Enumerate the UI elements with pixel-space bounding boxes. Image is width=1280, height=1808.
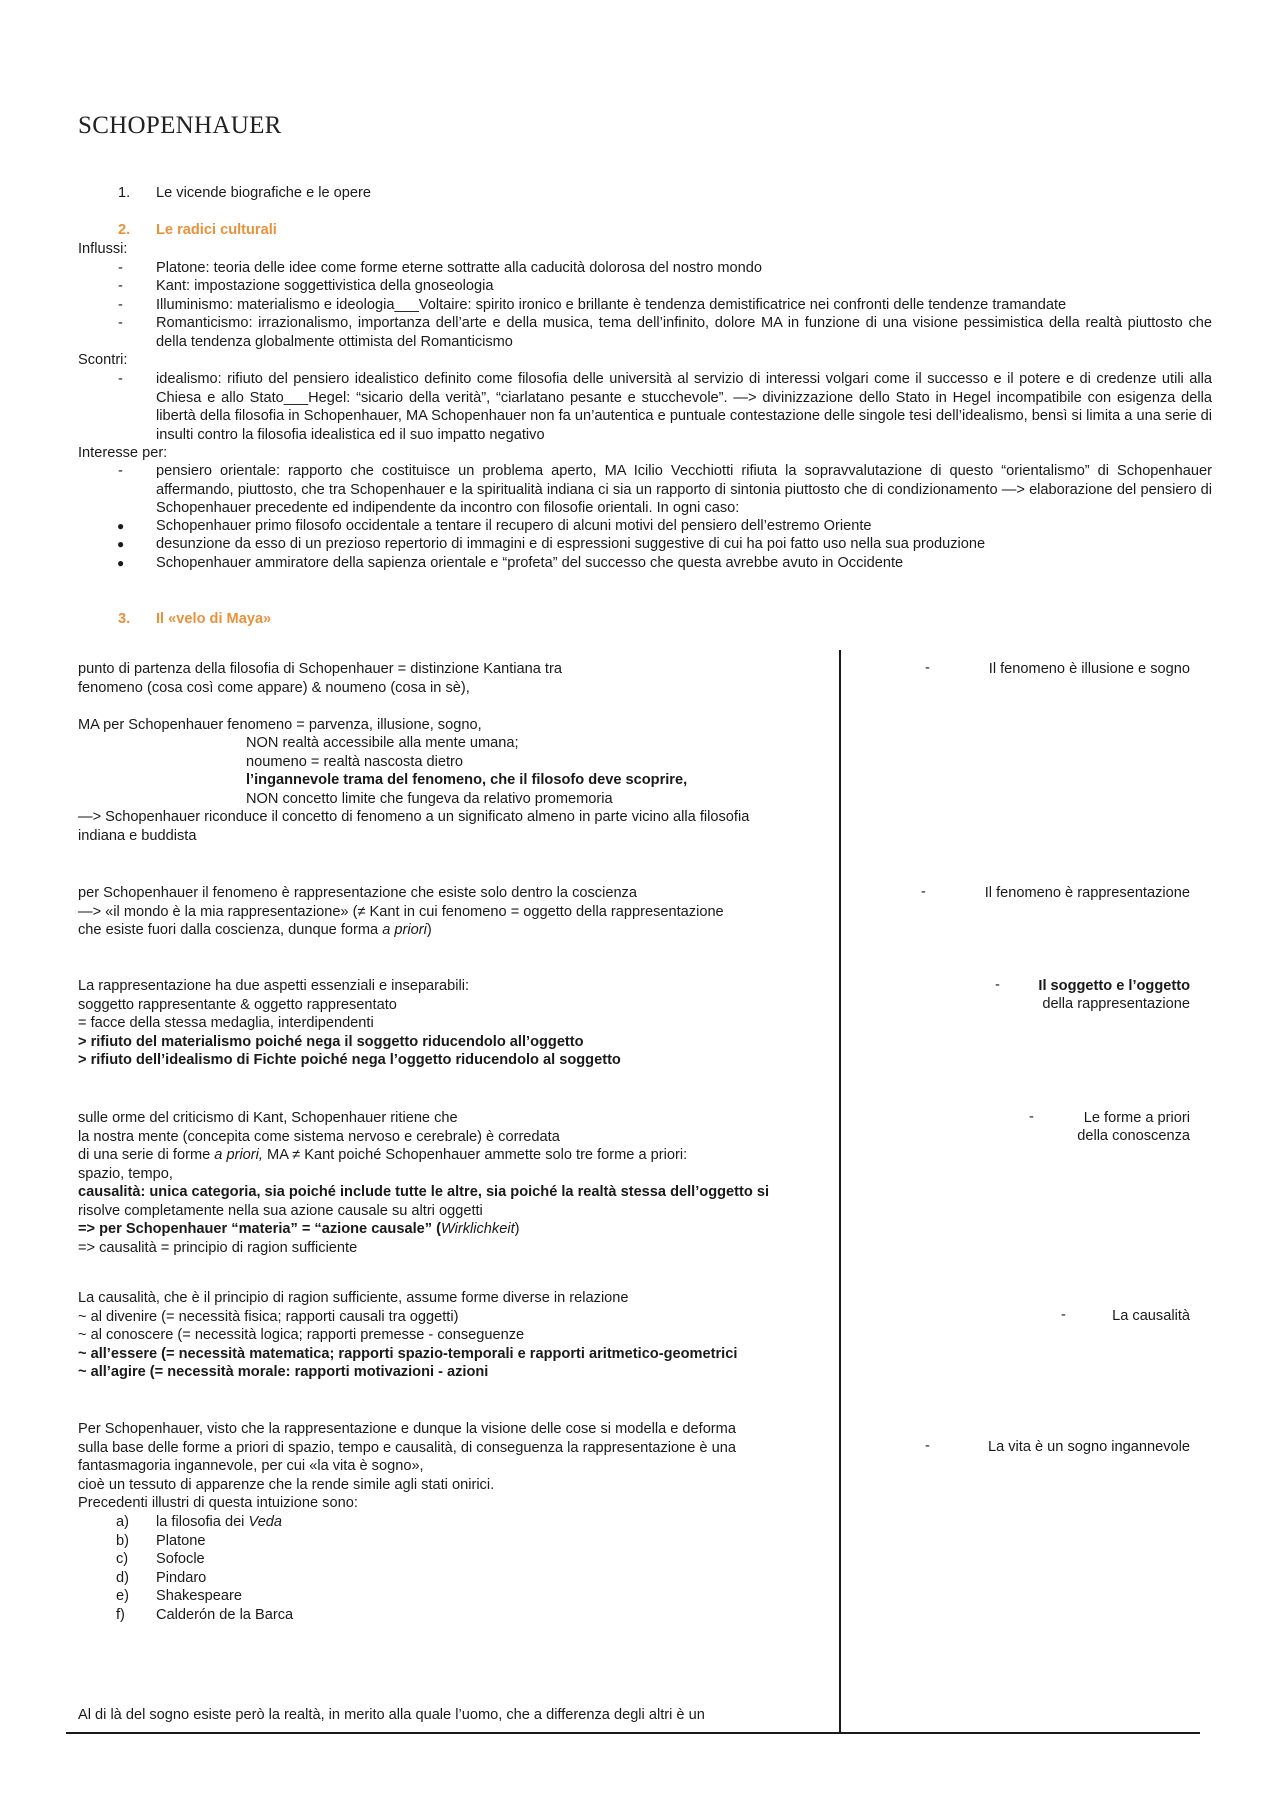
block-causalita (78, 1289, 828, 1382)
text-line: > rifiuto del materialismo poiché nega il soggetto riducendolo all’oggetto (78, 1033, 584, 1050)
text-line: risolve completamente nella sua azione causale su altri oggetti (78, 1202, 483, 1219)
side-note: Il fenomeno è illusione e sogno (988, 661, 1190, 677)
list-item: la filosofia dei (156, 1514, 245, 1530)
block-forme-a-priori (78, 1109, 828, 1257)
text-line: > rifiuto dell’idealismo di Fichte poiché nega l’oggetto riducendolo al soggetto (78, 1052, 621, 1068)
text-line: sulla base delle forme a priori di spazio, tempo e causalità, di conseguenza la rappresentazione è una (78, 1439, 736, 1456)
page-title: SCHOPENHAUER (78, 112, 282, 139)
text-line: NON concetto limite che fungeva da relativo promemoria (246, 790, 613, 807)
list-item: Pindaro (156, 1569, 207, 1586)
text-line: di una serie di forme (78, 1147, 211, 1163)
text-italic: a priori, (214, 1147, 263, 1163)
scontri-item: idealismo: rifiuto del pensiero idealistico definito come filosofia delle università al servizio di interessi volgari come il successo e il potere e di credenze utili alla Chiesa e allo Stato___Hegel: “sicario della verità”, “ciarlatano pesante e stucchevole”. —> divinizzazione dello Stato in Hegel incompatibile con esigenza della libertà della filosofia in Schopenhauer, MA Schopenhauer non fa un’autentica e puntuale contestazione delle singole tesi dell’idealismo, bensì si limita a una serie di insulti contro la filosofia idealistica ed il suo impatto negativo (156, 371, 1212, 443)
text-line: ~ al conoscere (= necessità logica; rapporti premesse - conseguenze (78, 1327, 525, 1343)
list-item: Calderón de la Barca (156, 1606, 294, 1623)
list-item: Shakespeare (156, 1588, 243, 1604)
side-note: della rappresentazione (1042, 996, 1190, 1012)
list-dash: - (118, 315, 123, 331)
influssi-item: Platone: teoria delle idee come forme eterne sottratte alla caducità dolorosa del nostro mondo (156, 260, 762, 276)
text-line: => per Schopenhauer “materia” = “azione causale” ( (78, 1221, 441, 1237)
text-line: per Schopenhauer il fenomeno è rappresentazione che esiste solo dentro la coscienza (78, 885, 637, 901)
text-line: soggetto rappresentante & oggetto rappresentato (78, 996, 397, 1013)
list-marker: e) (116, 1588, 129, 1604)
side-dash: - (925, 660, 930, 676)
text-line: = facce della stessa medaglia, interdipendenti (78, 1015, 374, 1031)
text-line: Precedenti illustri di questa intuizione sono: (78, 1495, 358, 1511)
block-soggetto-oggetto (78, 977, 828, 1070)
text-line: la nostra mente (concepita come sistema nervoso e cerebrale) è corredata (78, 1128, 560, 1145)
scontri-label: Scontri: (78, 352, 128, 368)
text-line: => causalità = principio di ragion sufficiente (78, 1239, 358, 1256)
list-dash: - (118, 463, 123, 479)
section-2-number: 2. (118, 222, 131, 238)
list-dash: - (118, 278, 123, 294)
text-line: ) (426, 922, 432, 938)
text-line: La rappresentazione ha due aspetti essenziali e inseparabili: (78, 978, 470, 994)
side-note: Il soggetto e l’oggetto (1038, 978, 1190, 994)
section-2-title: Le radici culturali (156, 222, 277, 238)
side-note: Il fenomeno è rappresentazione (984, 885, 1190, 901)
text-line: La causalità, che è il principio di ragion sufficiente, assume forme diverse in relazione (78, 1290, 629, 1306)
interesse-bullet: Schopenhauer primo filosofo occidentale a tentare il recupero di alcuni motivi del pensiero dell’estremo Oriente (156, 518, 872, 534)
side-dash: - (1029, 1109, 1034, 1125)
text-line: MA ≠ Kant poiché Schopenhauer ammette solo tre forme a priori: (267, 1147, 688, 1163)
bottom-rule (66, 1732, 1200, 1734)
influssi-item: Romanticismo: irrazionalismo, importanza dell’arte e della musica, tema dell’infinito, dolore MA in funzione di una visione pessimistica della realtà piuttosto che della tendenza globalmente ottimista del Romanticismo (156, 315, 1212, 350)
side-dash: - (995, 977, 1000, 993)
list-dash: - (118, 371, 123, 387)
block-vita-sogno (78, 1420, 828, 1513)
text-line: fantasmagoria ingannevole, per cui «la vita è sogno», (78, 1458, 424, 1474)
block-fenomeno-illusione (78, 660, 828, 845)
side-note: Le forme a priori (1083, 1110, 1190, 1126)
text-line: fenomeno (cosa così come appare) & noumeno (cosa in sè), (78, 679, 470, 696)
text-line: ~ all’essere (= necessità matematica; rapporti spazio-temporali e rapporti aritmetico-geometrici (78, 1345, 738, 1362)
interesse-bullet: Schopenhauer ammiratore della sapienza orientale e “profeta” del successo che questa avrebbe avuto in Occidente (156, 555, 904, 571)
list-item-italic: Veda (248, 1514, 283, 1530)
interesse-bullet: desunzione da esso di un prezioso repertorio di immagini e di espressioni suggestive di cui ha poi fatto uso nella sua produzione (156, 536, 986, 552)
text-line: ~ all’agire (= necessità morale: rapporti motivazioni - azioni (78, 1364, 489, 1380)
text-line: —> Schopenhauer riconduce il concetto di fenomeno a un significato almeno in parte vicino alla filosofia (78, 809, 750, 825)
side-note: della conoscenza (1077, 1128, 1190, 1144)
side-note: La vita è un sogno ingannevole (987, 1439, 1190, 1455)
text-line: indiana e buddista (78, 827, 197, 844)
section-1-title: Le vicende biografiche e le opere (156, 185, 372, 201)
side-dash: - (925, 1438, 930, 1454)
text-line: l’ingannevole trama del fenomeno, che il filosofo deve scoprire, (246, 772, 688, 788)
side-dash: - (1061, 1307, 1066, 1323)
side-note: La causalità (1112, 1308, 1190, 1324)
text-line: spazio, tempo, (78, 1165, 173, 1182)
list-marker: c) (116, 1551, 129, 1567)
text-italic: Wirklichkeit (440, 1221, 515, 1237)
section-3-number: 3. (118, 611, 131, 627)
section-1-number: 1. (118, 185, 131, 201)
influssi-item: Kant: impostazione soggettivistica della gnoseologia (156, 278, 494, 294)
list-item: Sofocle (156, 1551, 205, 1567)
list-marker: a) (116, 1514, 129, 1530)
bullet-icon: ● (117, 556, 125, 570)
list-marker: f) (116, 1606, 125, 1623)
influssi-label: Influssi: (78, 241, 128, 257)
text-line: sulle orme del criticismo di Kant, Schopenhauer ritiene che (78, 1110, 458, 1126)
text-line: —> «il mondo è la mia rappresentazione» (≠ Kant in cui fenomeno = oggetto della rappresentazione (78, 903, 724, 920)
influssi-item: Illuminismo: materialismo e ideologia___Voltaire: spirito ironico e brillante è tendenza demistificatrice nei confronti delle tendenze tramandate (156, 297, 1067, 313)
text-line: noumeno = realtà nascosta dietro (246, 753, 464, 770)
text-line: cioè un tessuto di apparenze che la rende simile agli stati onirici. (78, 1476, 495, 1493)
list-item: Platone (156, 1532, 206, 1549)
text-line: ) (514, 1221, 520, 1237)
interesse-item: pensiero orientale: rapporto che costituisce un problema aperto, MA Icilio Vecchiotti rifiuta la sopravvalutazione di questo “orientalismo” di Schopenhauer affermando, piuttosto, che tra Schopenhauer e la spiritualità indiana ci sia un rapporto di sintonia piuttosto che di condizionamento —> elaborazione del pensiero di Schopenhauer precedente ed indipendente da incontro con filosofie orientali. In ogni caso: (156, 463, 1212, 516)
text-line: ~ al divenire (= necessità fisica; rapporti causali tra oggetti) (78, 1308, 459, 1325)
text-italic: a priori (382, 922, 427, 938)
list-dash: - (118, 297, 123, 313)
text-line: Per Schopenhauer, visto che la rappresentazione e dunque la visione delle cose si modella e deforma (78, 1421, 736, 1437)
text-line: MA per Schopenhauer fenomeno = parvenza, illusione, sogno, (78, 716, 482, 733)
precedenti-list (0, 1513, 800, 1633)
list-marker: d) (116, 1569, 129, 1586)
text-line: NON realtà accessibile alla mente umana; (246, 735, 519, 751)
section-3-title: Il «velo di Maya» (156, 611, 272, 627)
block-rappresentazione (78, 884, 828, 940)
bullet-icon: ● (117, 537, 125, 551)
bullet-icon: ● (117, 519, 125, 533)
side-dash: - (921, 884, 926, 900)
list-marker: b) (116, 1532, 129, 1549)
text-line: che esiste fuori dalla coscienza, dunque forma (78, 922, 379, 938)
list-dash: - (118, 260, 123, 276)
text-line: causalità: unica categoria, sia poiché include tutte le altre, sia poiché la realtà stessa dell’oggetto si (78, 1184, 770, 1200)
block-realta: Al di là del sogno esiste però la realtà, in merito alla quale l’uomo, che a differenza degli altri è un (78, 1707, 705, 1723)
interesse-label: Interesse per: (78, 445, 168, 461)
text-line: punto di partenza della filosofia di Schopenhauer = distinzione Kantiana tra (78, 661, 562, 677)
column-divider (839, 650, 841, 1733)
